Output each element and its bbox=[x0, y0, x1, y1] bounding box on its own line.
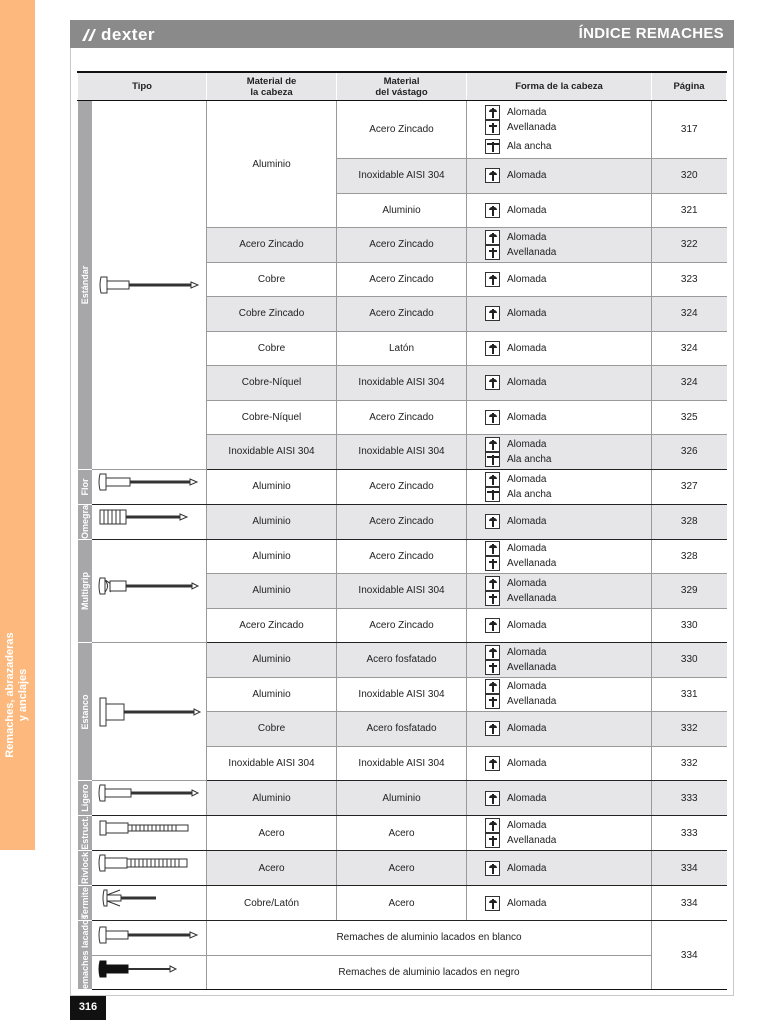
page-cell: 322 bbox=[652, 228, 727, 263]
page-cell: 324 bbox=[652, 366, 727, 401]
forma-cell bbox=[467, 677, 652, 712]
alomada-head-icon bbox=[485, 541, 500, 556]
page-cell: 323 bbox=[652, 262, 727, 297]
page-cell: 324 bbox=[652, 331, 727, 366]
forma-cell bbox=[467, 400, 652, 435]
mat-vastago-cell: Acero Zincado bbox=[337, 400, 467, 435]
rivet-diagram-rivlock bbox=[92, 851, 207, 886]
shape-name: Alomada bbox=[507, 681, 547, 693]
shape-name: Alomada bbox=[507, 377, 547, 389]
table-row bbox=[78, 816, 727, 851]
group-label-text: Estanco bbox=[79, 693, 90, 730]
table-row bbox=[78, 539, 727, 574]
mat-vastago-cell: Acero Zincado bbox=[337, 539, 467, 574]
table-row bbox=[78, 101, 727, 159]
mat-cabeza-cell: Aluminio bbox=[207, 643, 337, 678]
group-label-estruct bbox=[78, 816, 92, 851]
forma-cell bbox=[467, 262, 652, 297]
ala-ancha-head-icon bbox=[485, 487, 500, 502]
table-row bbox=[78, 955, 727, 990]
forma-cell bbox=[467, 297, 652, 332]
mat-vastago-cell: Aluminio bbox=[337, 781, 467, 816]
shape-name: Avellanada bbox=[507, 835, 557, 846]
group-label-flor bbox=[78, 469, 92, 504]
alomada-head-icon bbox=[485, 341, 500, 356]
col-mat-vastago: Material del vástago bbox=[337, 72, 467, 101]
alomada-head-icon bbox=[485, 272, 500, 287]
alomada-head-icon bbox=[485, 306, 500, 321]
mat-cabeza-cell: Cobre-Níquel bbox=[207, 366, 337, 401]
shape-name: Alomada bbox=[507, 473, 547, 485]
alomada-head-icon bbox=[485, 437, 500, 452]
alomada-head-icon bbox=[485, 679, 500, 694]
mat-vastago-cell: Inoxidable AISI 304 bbox=[337, 746, 467, 781]
forma-cell bbox=[467, 193, 652, 228]
rivet-diagram-flor bbox=[92, 469, 207, 504]
shape-name: Alomada bbox=[507, 543, 547, 555]
alomada-head-icon bbox=[485, 375, 500, 390]
alomada-head-icon bbox=[485, 230, 500, 245]
forma-cell bbox=[467, 608, 652, 643]
group-label-estandar: Estándar bbox=[78, 101, 92, 470]
mat-cabeza-cell: Aluminio bbox=[207, 504, 337, 539]
mat-cabeza-cell: Cobre Zincado bbox=[207, 297, 337, 332]
shape-name: Alomada bbox=[507, 577, 547, 589]
mat-cabeza-cell: Acero Zincado bbox=[207, 228, 337, 263]
page-cell: 332 bbox=[652, 746, 727, 781]
forma-cell bbox=[467, 816, 652, 851]
shape-name: Avellanada bbox=[507, 558, 557, 570]
rivet-multigrip-icon bbox=[96, 574, 202, 608]
mat-cabeza-cell: Acero bbox=[207, 851, 337, 886]
group-label-text: Multigrip bbox=[79, 571, 90, 610]
shape-name: Alomada bbox=[507, 516, 547, 527]
rivet-diagram-ligero bbox=[92, 781, 207, 816]
group-label-omega bbox=[78, 504, 92, 539]
page-cell: 326 bbox=[652, 435, 727, 470]
page-cell: 334 bbox=[652, 886, 727, 921]
page-cell: 334 bbox=[652, 921, 727, 990]
group-label-text: Rivlock bbox=[79, 851, 90, 885]
shape-name: Alomada bbox=[507, 757, 547, 769]
mat-vastago-cell: Acero bbox=[337, 886, 467, 921]
group-label-multigrip bbox=[78, 539, 92, 643]
page-cell: 334 bbox=[652, 851, 727, 886]
forma-cell bbox=[467, 228, 652, 263]
table-row bbox=[78, 781, 727, 816]
alomada-head-icon bbox=[485, 756, 500, 771]
page-number: 316 bbox=[70, 996, 106, 1020]
rivet-diagram-multigrip bbox=[92, 539, 207, 643]
page-cell: 320 bbox=[652, 159, 727, 194]
rivet-blanco-icon bbox=[96, 923, 202, 953]
mat-vastago-cell: Acero Zincado bbox=[337, 469, 467, 504]
mat-vastago-cell: Acero fosfatado bbox=[337, 643, 467, 678]
page-cell: 330 bbox=[652, 608, 727, 643]
lacado-negro-desc: Remaches de aluminio lacados en negro bbox=[207, 955, 652, 990]
mat-vastago-cell: Inoxidable AISI 304 bbox=[337, 366, 467, 401]
avellanada-head-icon bbox=[485, 556, 500, 571]
group-label-rivlock bbox=[78, 851, 92, 886]
shape-name: Alomada bbox=[507, 619, 547, 631]
page-cell: 324 bbox=[652, 297, 727, 332]
shape-name: Alomada bbox=[507, 820, 547, 831]
forma-cell bbox=[467, 539, 652, 574]
rivet-negro-icon bbox=[96, 957, 202, 987]
ala-ancha-head-icon bbox=[485, 452, 500, 467]
mat-vastago-cell: Acero bbox=[337, 816, 467, 851]
mat-vastago-cell: Inoxidable AISI 304 bbox=[337, 574, 467, 609]
shape-name: Alomada bbox=[507, 646, 547, 658]
rivet-termite-icon bbox=[96, 886, 202, 920]
page-cell: 330 bbox=[652, 643, 727, 678]
rivet-diagram-termite bbox=[92, 886, 207, 921]
mat-vastago-cell: Acero Zincado bbox=[337, 608, 467, 643]
col-tipo: Tipo bbox=[78, 72, 207, 101]
mat-vastago-cell: Inoxidable AISI 304 bbox=[337, 159, 467, 194]
mat-vastago-cell: Aluminio bbox=[337, 193, 467, 228]
rivet-flor-icon bbox=[96, 470, 202, 504]
forma-cell bbox=[467, 851, 652, 886]
mat-cabeza-cell: Cobre/Latón bbox=[207, 886, 337, 921]
shape-name: Alomada bbox=[507, 170, 547, 182]
mat-cabeza-cell: Aluminio bbox=[207, 677, 337, 712]
forma-cell bbox=[467, 886, 652, 921]
page-cell: 325 bbox=[652, 400, 727, 435]
group-label-text: Flor bbox=[79, 478, 90, 495]
side-label-line1: Remaches, abrazaderas bbox=[4, 632, 16, 758]
forma-cell: Alomada Avellanada Ala ancha bbox=[467, 101, 652, 159]
forma-cell bbox=[467, 712, 652, 747]
mat-cabeza-cell: Cobre bbox=[207, 712, 337, 747]
alomada-head-icon bbox=[485, 105, 500, 120]
page-cell: 331 bbox=[652, 677, 727, 712]
mat-cabeza-cell: Cobre bbox=[207, 262, 337, 297]
avellanada-head-icon bbox=[485, 591, 500, 606]
avellanada-head-icon bbox=[485, 833, 500, 848]
shape-name: Alomada bbox=[507, 723, 547, 735]
rivet-estruct-icon bbox=[96, 816, 202, 850]
shape-name: Ala ancha bbox=[507, 488, 552, 500]
page-cell: 329 bbox=[652, 574, 727, 609]
avellanada-head-icon bbox=[485, 120, 500, 135]
shape-name: Alomada bbox=[507, 411, 547, 423]
alomada-head-icon bbox=[485, 514, 500, 529]
table-row bbox=[78, 921, 727, 956]
alomada-head-icon bbox=[485, 618, 500, 633]
alomada-head-icon bbox=[485, 861, 500, 876]
mat-vastago-cell: Inoxidable AISI 304 bbox=[337, 435, 467, 470]
alomada-head-icon bbox=[485, 645, 500, 660]
side-section-label bbox=[4, 545, 32, 845]
page-cell: 317 bbox=[652, 101, 727, 159]
rivet-diagram-blanco bbox=[92, 921, 207, 956]
shape-name: Avellanada bbox=[507, 661, 557, 673]
forma-cell bbox=[467, 574, 652, 609]
alomada-head-icon bbox=[485, 576, 500, 591]
rivet-ligero-icon bbox=[96, 781, 202, 815]
group-label-lacados bbox=[78, 914, 92, 996]
rivet-estanco-icon bbox=[96, 695, 202, 729]
brand-logo bbox=[80, 24, 155, 46]
forma-cell bbox=[467, 159, 652, 194]
shape-name: Alomada bbox=[507, 897, 547, 909]
forma-cell bbox=[467, 469, 652, 504]
group-label-text: Omegra bbox=[79, 504, 90, 539]
side-label-line2: y anclajes bbox=[17, 668, 29, 722]
avellanada-head-icon bbox=[485, 245, 500, 260]
table-row bbox=[78, 643, 727, 678]
rivet-omega-icon bbox=[96, 505, 202, 539]
mat-vastago-cell: Acero Zincado bbox=[337, 297, 467, 332]
group-label-estanco bbox=[78, 643, 92, 781]
forma-cell bbox=[467, 643, 652, 678]
shape-name: Alomada bbox=[507, 273, 547, 285]
page-cell: 332 bbox=[652, 712, 727, 747]
avellanada-head-icon bbox=[485, 660, 500, 675]
mat-cabeza-cell: Aluminio bbox=[207, 574, 337, 609]
shape-name: Avellanada bbox=[507, 592, 557, 604]
mat-cabeza-cell: Aluminio bbox=[207, 539, 337, 574]
rivet-diagram-estanco bbox=[92, 643, 207, 781]
group-label-text: Termite bbox=[79, 887, 90, 919]
mat-vastago-cell: Acero bbox=[337, 851, 467, 886]
forma-cell bbox=[467, 366, 652, 401]
mat-vastago-cell: Acero Zincado bbox=[337, 504, 467, 539]
mat-vastago-cell: Latón bbox=[337, 331, 467, 366]
shape-name: Alomada bbox=[507, 792, 547, 804]
page-cell: 328 bbox=[652, 504, 727, 539]
page-cell: 333 bbox=[652, 816, 727, 851]
group-label-text: Estruct. bbox=[79, 816, 90, 850]
mat-cabeza-cell: Aluminio bbox=[207, 101, 337, 228]
rivet-diagram-estandar bbox=[92, 101, 207, 470]
alomada-head-icon bbox=[485, 791, 500, 806]
shape-name: Alomada bbox=[507, 342, 547, 354]
alomada-head-icon bbox=[485, 818, 500, 833]
mat-cabeza-cell: Inoxidable AISI 304 bbox=[207, 746, 337, 781]
mat-vastago-cell: Acero Zincado bbox=[337, 101, 467, 159]
mat-cabeza-cell: Aluminio bbox=[207, 469, 337, 504]
page-cell: 328 bbox=[652, 539, 727, 574]
shape-name: Avellanada bbox=[507, 696, 557, 708]
alomada-head-icon bbox=[485, 896, 500, 911]
mat-vastago-cell: Acero Zincado bbox=[337, 228, 467, 263]
table-header-row bbox=[78, 72, 727, 101]
rivet-estandar-icon bbox=[97, 273, 201, 297]
brand-logo-icon bbox=[80, 27, 98, 43]
forma-cell bbox=[467, 781, 652, 816]
shape-name: Ala ancha bbox=[507, 453, 552, 465]
mat-vastago-cell: Acero fosfatado bbox=[337, 712, 467, 747]
mat-cabeza-cell: Cobre bbox=[207, 331, 337, 366]
mat-vastago-cell: Inoxidable AISI 304 bbox=[337, 677, 467, 712]
alomada-head-icon bbox=[485, 410, 500, 425]
avellanada-head-icon bbox=[485, 694, 500, 709]
brand-name: dexter bbox=[101, 25, 156, 44]
forma-cell bbox=[467, 746, 652, 781]
alomada-head-icon bbox=[485, 168, 500, 183]
group-label-text: Remaches lacados bbox=[79, 914, 90, 996]
alomada-head-icon bbox=[485, 472, 500, 487]
table-row bbox=[78, 851, 727, 886]
page-cell: 327 bbox=[652, 469, 727, 504]
mat-cabeza-cell: Acero Zincado bbox=[207, 608, 337, 643]
mat-cabeza-cell: Aluminio bbox=[207, 781, 337, 816]
shape-name: Alomada bbox=[507, 308, 547, 320]
rivet-rivlock-icon bbox=[96, 851, 202, 885]
page-cell: 333 bbox=[652, 781, 727, 816]
table-row bbox=[78, 886, 727, 921]
page-cell: 321 bbox=[652, 193, 727, 228]
mat-cabeza-cell: Cobre-Níquel bbox=[207, 400, 337, 435]
shape-name: Alomada bbox=[507, 862, 547, 874]
table-row bbox=[78, 504, 727, 539]
ala-ancha-head-icon bbox=[485, 139, 500, 154]
shape-name: Avellanada bbox=[507, 246, 557, 258]
group-label-ligero bbox=[78, 781, 92, 816]
shape-name: Alomada bbox=[507, 204, 547, 216]
rivet-index-table-wrap bbox=[77, 71, 726, 996]
col-forma: Forma de la cabeza bbox=[467, 72, 652, 101]
table-row bbox=[78, 469, 727, 504]
forma-cell bbox=[467, 435, 652, 470]
group-label-text: Ligero bbox=[79, 784, 90, 812]
col-pagina: Página bbox=[652, 72, 727, 101]
forma-cell bbox=[467, 504, 652, 539]
mat-cabeza-cell: Acero bbox=[207, 816, 337, 851]
rivet-diagram-negro bbox=[92, 955, 207, 990]
alomada-head-icon bbox=[485, 203, 500, 218]
lacado-blanco-desc: Remaches de aluminio lacados en blanco bbox=[207, 921, 652, 956]
shape-name: Alomada bbox=[507, 438, 547, 450]
rivet-diagram-estruct bbox=[92, 816, 207, 851]
forma-cell bbox=[467, 331, 652, 366]
mat-cabeza-cell: Inoxidable AISI 304 bbox=[207, 435, 337, 470]
mat-vastago-cell: Acero Zincado bbox=[337, 262, 467, 297]
shape-name: Alomada bbox=[507, 231, 547, 243]
alomada-head-icon bbox=[485, 721, 500, 736]
page-title: ÍNDICE REMACHES bbox=[578, 25, 724, 42]
rivet-diagram-omega bbox=[92, 504, 207, 539]
col-mat-cabeza: Material de la cabeza bbox=[207, 72, 337, 101]
rivet-index-table bbox=[77, 71, 727, 996]
